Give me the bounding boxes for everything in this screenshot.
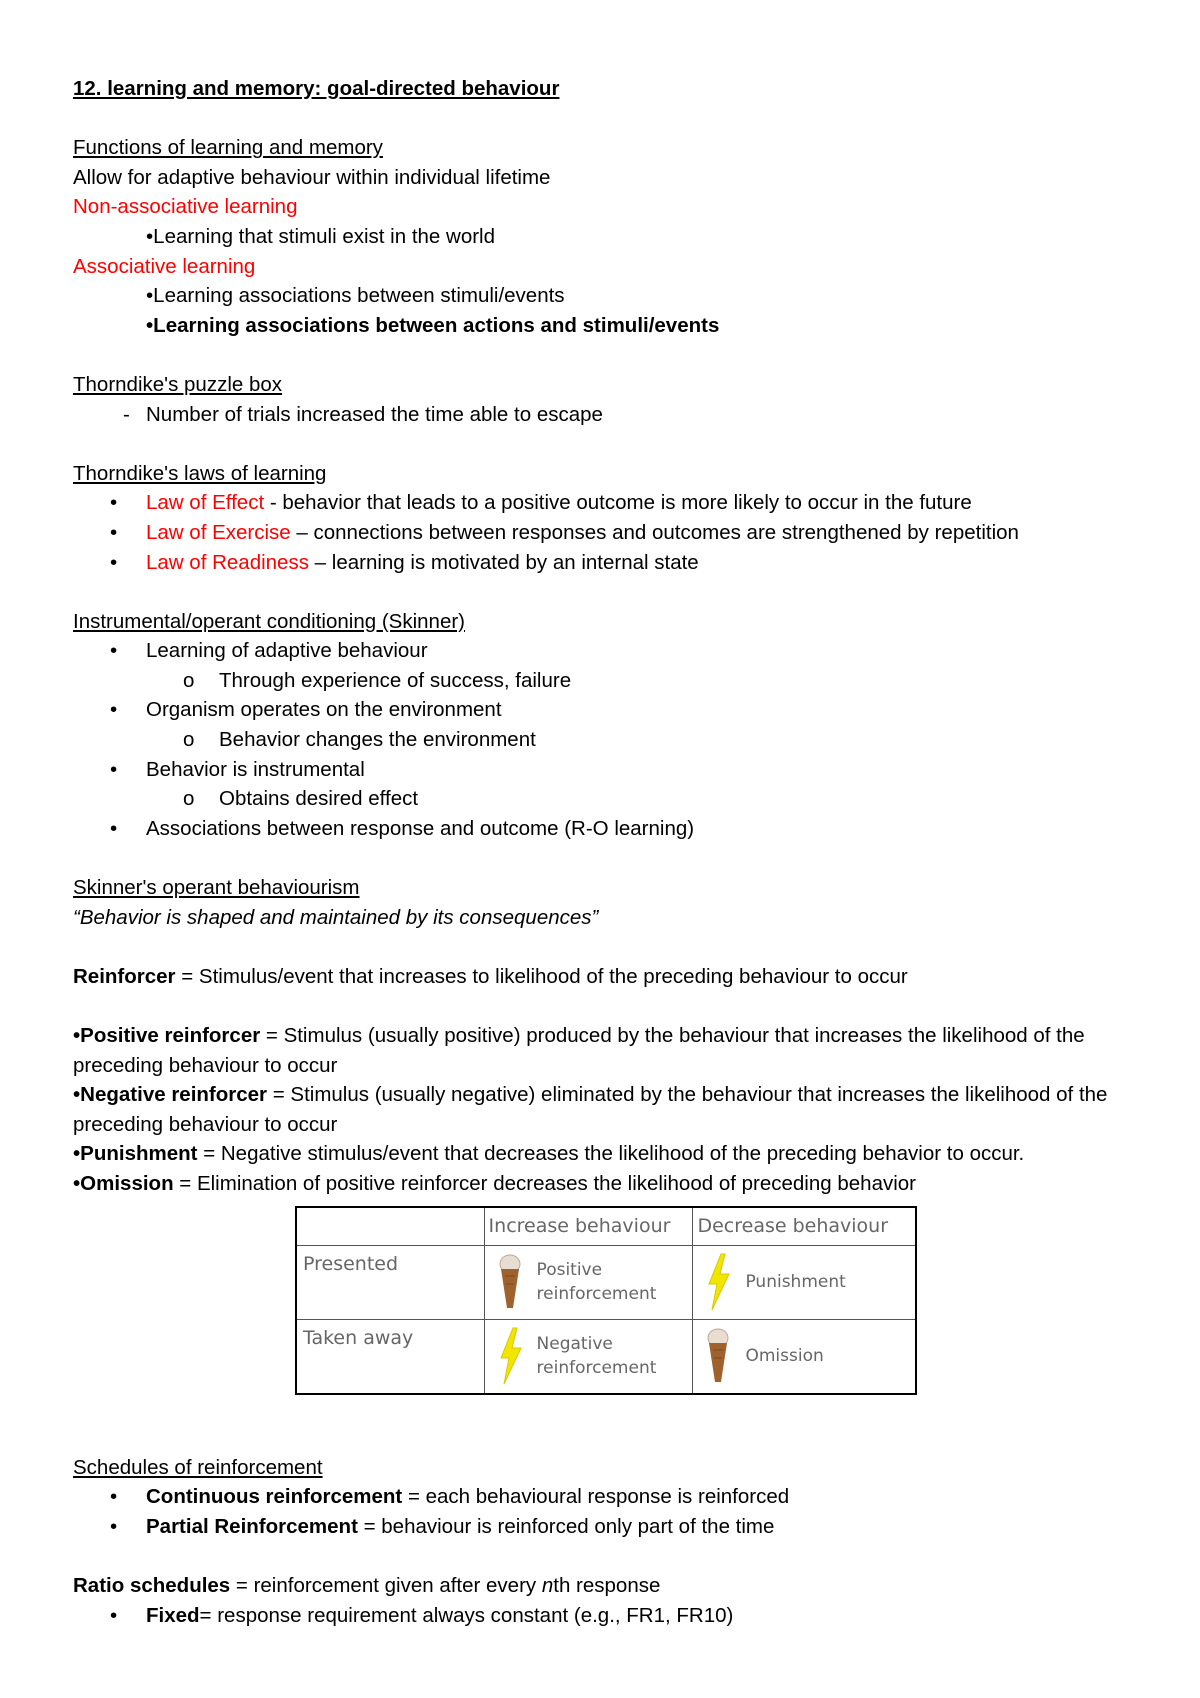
instrumental-item-text: Learning of adaptive behaviour xyxy=(146,639,428,663)
omission-label: Omission xyxy=(745,1346,824,1367)
schedule-term: Continuous reinforcement xyxy=(146,1485,403,1509)
law-text: – learning is motivated by an internal state xyxy=(308,550,699,574)
omission-cell xyxy=(693,1320,916,1394)
instrumental-heading: Instrumental/operant conditioning (Skinner) xyxy=(73,609,465,633)
table-header-decrease: Decrease behaviour xyxy=(693,1207,916,1246)
sub-marker: o xyxy=(183,728,195,752)
bullet-marker: • xyxy=(110,816,118,840)
instrumental-item xyxy=(73,695,1153,725)
associative-heading: Associative learning xyxy=(73,254,256,278)
law-term: Law of Exercise xyxy=(146,520,291,544)
table-row-presented: Presented xyxy=(296,1246,484,1320)
schedule-item xyxy=(73,1482,1153,1512)
instrumental-item xyxy=(73,755,1153,785)
ratio-item xyxy=(73,1601,1153,1631)
instrumental-subitem-text: Through experience of success, failure xyxy=(219,668,572,692)
associative-item-1: •Learning associations between stimuli/events xyxy=(146,284,565,308)
positive-reinforcement-line1: Positive xyxy=(536,1260,603,1281)
bullet-marker: • xyxy=(110,1514,118,1538)
nonassociative-heading: Non-associative learning xyxy=(73,195,298,219)
definition-italic: n xyxy=(541,1573,554,1597)
table-row-taken-away: Taken away xyxy=(296,1320,484,1394)
definition-text: = Stimulus (usually positive) produced by the behaviour that increases the likelihood of the preceding behaviour to occur xyxy=(73,1024,1085,1077)
ratio-schedules-definition xyxy=(73,1571,1153,1601)
law-term: Law of Effect xyxy=(146,491,265,515)
negative-reinforcement-line1: Negative xyxy=(536,1334,613,1355)
definition-term: Reinforcer xyxy=(73,964,176,988)
lightning-icon xyxy=(703,1252,733,1312)
bullet-marker: • xyxy=(110,698,118,722)
omission-definition xyxy=(73,1169,1153,1199)
negative-reinforcement-cell xyxy=(484,1320,693,1394)
bullet-marker: • xyxy=(110,550,118,574)
law-term: Law of Readiness xyxy=(146,550,309,574)
negative-reinforcement-line2: reinforcement xyxy=(536,1358,657,1379)
functions-heading: Functions of learning and memory xyxy=(73,136,383,160)
schedule-item xyxy=(73,1512,1153,1542)
definition-term: •Punishment xyxy=(73,1142,198,1166)
ice-cream-icon xyxy=(703,1326,733,1386)
law-item xyxy=(73,518,1153,548)
puzzle-item-text: Number of trials increased the time able to escape xyxy=(146,402,603,426)
bullet-marker: • xyxy=(110,1485,118,1509)
punishment-label: Punishment xyxy=(745,1272,846,1293)
laws-heading: Thorndike's laws of learning xyxy=(73,461,327,485)
instrumental-subitem xyxy=(73,666,1153,696)
schedule-text: = behaviour is reinforced only part of the time xyxy=(357,1514,775,1538)
instrumental-item-text: Behavior is instrumental xyxy=(146,757,365,781)
definition-text: = reinforcement given after every xyxy=(230,1573,542,1597)
instrumental-subitem-text: Obtains desired effect xyxy=(219,787,419,811)
instrumental-subitem-text: Behavior changes the environment xyxy=(219,728,536,752)
instrumental-item-text: Associations between response and outcome (R-O learning) xyxy=(146,816,695,840)
reinforcement-figure xyxy=(73,1199,1153,1453)
nonassociative-item: •Learning that stimuli exist in the world xyxy=(146,224,496,248)
bullet-marker: • xyxy=(110,639,118,663)
punishment-cell xyxy=(693,1246,916,1320)
law-item xyxy=(73,488,1153,518)
sub-marker: o xyxy=(183,668,195,692)
schedules-heading: Schedules of reinforcement xyxy=(73,1455,323,1479)
ratio-term: Fixed xyxy=(146,1603,200,1627)
bullet-marker: • xyxy=(110,1603,118,1627)
law-item xyxy=(73,548,1153,578)
ice-cream-icon xyxy=(495,1252,525,1312)
sub-marker: o xyxy=(183,787,195,811)
associative-item-2: •Learning associations between actions and stimuli/events xyxy=(146,313,720,337)
table-corner-cell xyxy=(296,1207,484,1246)
definition-term: Ratio schedules xyxy=(73,1573,231,1597)
schedule-text: = each behavioural response is reinforced xyxy=(402,1485,790,1509)
instrumental-item xyxy=(73,814,1153,844)
dash-marker: - xyxy=(123,402,130,426)
document-page xyxy=(73,74,1153,1630)
negative-reinforcer-definition xyxy=(73,1080,1153,1139)
document-title: 12. learning and memory: goal-directed behaviour xyxy=(73,77,560,100)
skinner-heading: Skinner's operant behaviourism xyxy=(73,876,360,900)
bullet-marker: • xyxy=(110,757,118,781)
bullet-marker: • xyxy=(110,520,118,544)
lightning-icon xyxy=(495,1326,525,1386)
punishment-definition xyxy=(73,1139,1153,1169)
instrumental-item xyxy=(73,636,1153,666)
definition-text: = Elimination of positive reinforcer decreases the likelihood of preceding behavior xyxy=(173,1171,916,1195)
positive-reinforcer-definition xyxy=(73,1021,1153,1080)
definition-term: •Positive reinforcer xyxy=(73,1024,261,1047)
positive-reinforcement-cell xyxy=(484,1246,693,1320)
definition-term: •Negative reinforcer xyxy=(73,1083,268,1107)
instrumental-item-text: Organism operates on the environment xyxy=(146,698,502,722)
definition-term: •Omission xyxy=(73,1171,174,1195)
definition-text: = Negative stimulus/event that decreases the likelihood of the preceding behavior to occur. xyxy=(197,1142,1025,1166)
definition-text: = Stimulus (usually negative) eliminated by the behaviour that increases the likelihood of the preceding behaviour to occur xyxy=(73,1083,1108,1136)
law-text: - behavior that leads to a positive outcome is more likely to occur in the future xyxy=(264,491,972,515)
definition-text: = Stimulus/event that increases to likelihood of the preceding behaviour to occur xyxy=(175,964,908,988)
instrumental-subitem xyxy=(73,725,1153,755)
functions-line: Allow for adaptive behaviour within individual lifetime xyxy=(73,165,551,189)
definition-text: th response xyxy=(553,1573,661,1597)
puzzle-heading: Thorndike's puzzle box xyxy=(73,372,283,396)
skinner-quote: “Behavior is shaped and maintained by its consequences” xyxy=(73,905,599,929)
reinforcer-definition xyxy=(73,962,1153,992)
table-header-increase: Increase behaviour xyxy=(484,1207,693,1246)
ratio-text: = response requirement always constant (e.g., FR1, FR10) xyxy=(199,1603,734,1627)
positive-reinforcement-line2: reinforcement xyxy=(536,1284,657,1305)
puzzle-item xyxy=(73,400,1153,430)
instrumental-subitem xyxy=(73,784,1153,814)
schedule-term: Partial Reinforcement xyxy=(146,1514,358,1538)
reinforcement-table xyxy=(295,1206,917,1395)
law-text: – connections between responses and outcomes are strengthened by repetition xyxy=(290,520,1019,544)
bullet-marker: • xyxy=(110,491,118,515)
